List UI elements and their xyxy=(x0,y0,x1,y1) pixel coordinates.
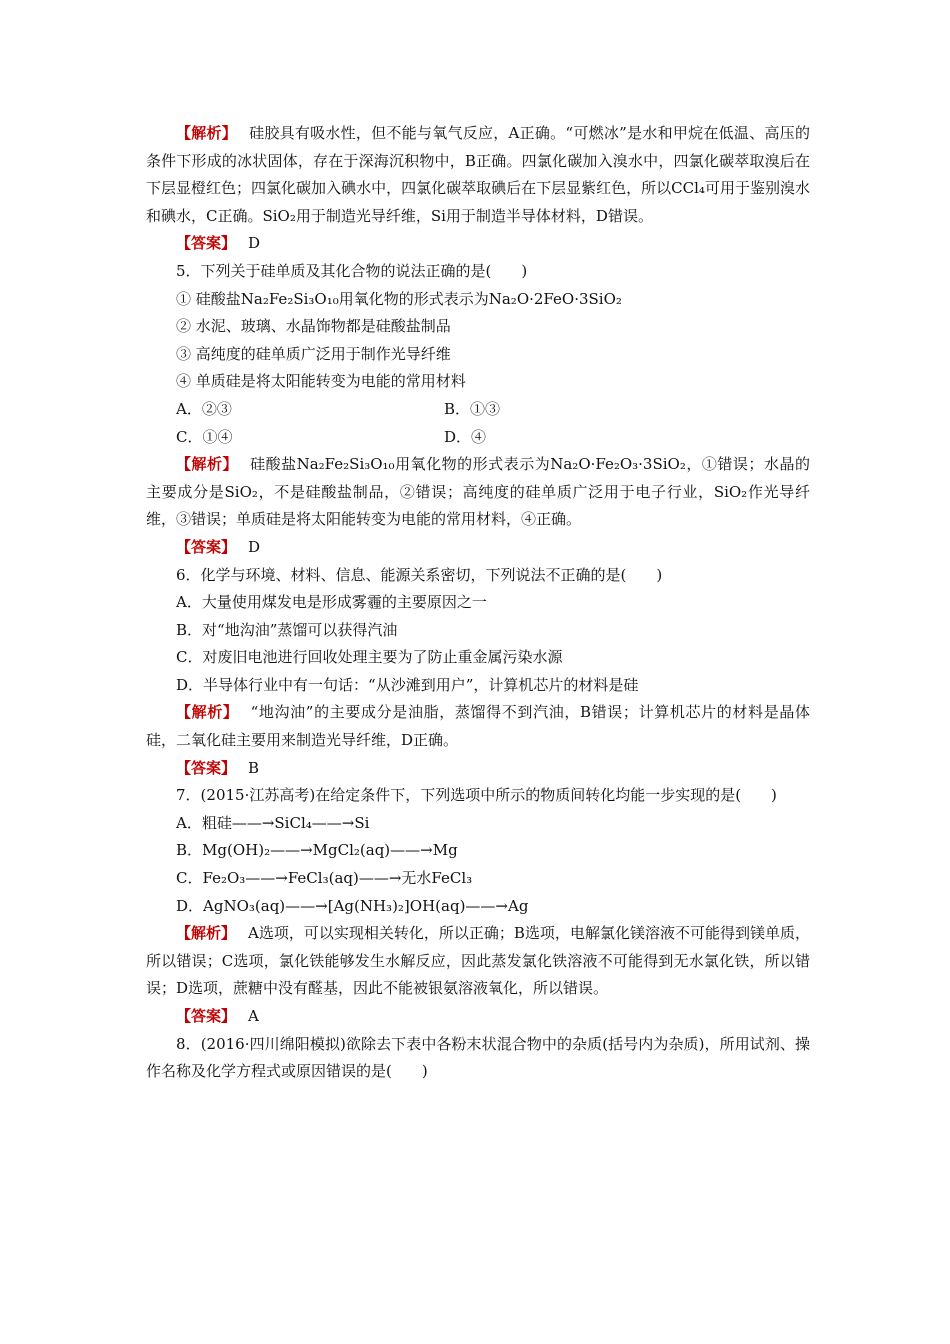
q7-option-c: C．Fe₂O₃——→FeCl₃(aq)——→无水FeCl₃ xyxy=(176,869,473,888)
q6-option-d: D．半导体行业中有一句话：“从沙滩到用户”，计算机芯片的材料是硅 xyxy=(176,675,639,694)
q6-analysis-text: “地沟油”的主要成分是油脂，蒸馏得不到汽油，B错误；计算机芯片的材料是晶体硅，二氧化硅主要用来制造光导纤维，D正确。 xyxy=(146,703,810,750)
answer-tag: 【答案】 xyxy=(176,537,237,556)
q5-answer-text: D xyxy=(248,537,261,556)
q5-stem: 5．下列关于硅单质及其化合物的说法正确的是( ) xyxy=(176,261,528,280)
q5-analysis xyxy=(146,451,810,534)
q6-analysis xyxy=(146,699,810,754)
page-content xyxy=(146,120,810,1086)
q5-option-b: B．①③ xyxy=(444,399,501,418)
q4-analysis-text: 硅胶具有吸水性，但不能与氧气反应，A正确。“可燃冰”是水和甲烷在低温、高压的条件下形成的冰状固体，存在于深海沉积物中，B正确。四氯化碳加入溴水中，四氯化碳萃取溴后在下层显橙红色；四氯化碳加入碘水中，四氯化碳萃取碘后在下层显紫红色，所以CCl₄可用于鉴别溴水和碘水，C正确。SiO₂用于制造光导纤维，Si用于制造半导体材料，D错误。 xyxy=(146,124,810,225)
q6-option-b: B．对“地沟油”蒸馏可以获得汽油 xyxy=(176,620,398,639)
q4-answer xyxy=(146,230,810,258)
q5-item-2: ② 水泥、玻璃、水晶饰物都是硅酸盐制品 xyxy=(176,317,451,336)
q5-item-1: ① 硅酸盐Na₂Fe₂Si₃O₁₀用氧化物的形式表示为Na₂O·2FeO·3SiO₂ xyxy=(176,289,622,308)
q6-stem: 6．化学与环境、材料、信息、能源关系密切，下列说法不正确的是( ) xyxy=(176,565,663,584)
analysis-tag: 【解析】 xyxy=(176,703,239,722)
analysis-tag: 【解析】 xyxy=(176,924,237,943)
q4-answer-text: D xyxy=(248,234,261,253)
q6-answer-text: B xyxy=(248,758,260,777)
q5-options-row-2 xyxy=(146,424,810,452)
q7-analysis xyxy=(146,920,810,1003)
q6-option-a: A．大量使用煤发电是形成雾霾的主要原因之一 xyxy=(176,593,487,612)
q8-stem: 8．(2016·四川绵阳模拟)欲除去下表中各粉末状混合物中的杂质(括号内为杂质)，所用试剂、操作名称及化学方程式或原因错误的是( ) xyxy=(146,1034,810,1081)
q6-option-c: C．对废旧电池进行回收处理主要为了防止重金属污染水源 xyxy=(176,648,563,667)
q4-analysis xyxy=(146,120,810,230)
q5-options-row-1 xyxy=(146,396,810,424)
q7-option-b: B．Mg(OH)₂——→MgCl₂(aq)——→Mg xyxy=(176,841,458,860)
analysis-tag: 【解析】 xyxy=(176,124,238,142)
answer-tag: 【答案】 xyxy=(176,1007,237,1025)
answer-tag: 【答案】 xyxy=(176,234,237,253)
q5-answer xyxy=(146,534,810,562)
q7-answer-text: A xyxy=(248,1007,259,1025)
q5-analysis-text: 硅酸盐Na₂Fe₂Si₃O₁₀用氧化物的形式表示为Na₂O·Fe₂O₃·3SiO₂，①错误；水晶的主要成分是SiO₂，不是硅酸盐制品，②错误；高纯度的硅单质广泛用于电子行业，SiO₂作光导纤维，③错误；单质硅是将太阳能转变为电能的常用材料，④正确。 xyxy=(146,455,810,529)
q7-answer xyxy=(146,1003,810,1031)
q6-answer xyxy=(146,755,810,783)
q7-option-a: A．粗硅——→SiCl₄——→Si xyxy=(176,813,370,832)
q5-item-3: ③ 高纯度的硅单质广泛用于制作光导纤维 xyxy=(176,344,451,363)
q5-option-a: A．②③ xyxy=(176,399,232,418)
q7-analysis-text: A选项，可以实现相关转化，所以正确；B选项，电解氯化镁溶液不可能得到镁单质，所以错误；C选项，氯化铁能够发生水解反应，因此蒸发氯化铁溶液不可能得到无水氯化铁，所以错误；D选项，蔗糖中没有醛基，因此不能被银氨溶液氧化，所以错误。 xyxy=(146,924,810,998)
q7-stem: 7．(2015·江苏高考)在给定条件下，下列选项中所示的物质间转化均能一步实现的是( ) xyxy=(176,786,777,805)
analysis-tag: 【解析】 xyxy=(176,455,239,474)
q5-item-4: ④ 单质硅是将太阳能转变为电能的常用材料 xyxy=(176,372,466,391)
q5-option-d: D．④ xyxy=(444,427,487,446)
q5-option-c: C．①④ xyxy=(176,427,233,446)
answer-tag: 【答案】 xyxy=(176,758,237,777)
q7-option-d: D．AgNO₃(aq)——→[Ag(NH₃)₂]OH(aq)——→Ag xyxy=(176,896,529,915)
